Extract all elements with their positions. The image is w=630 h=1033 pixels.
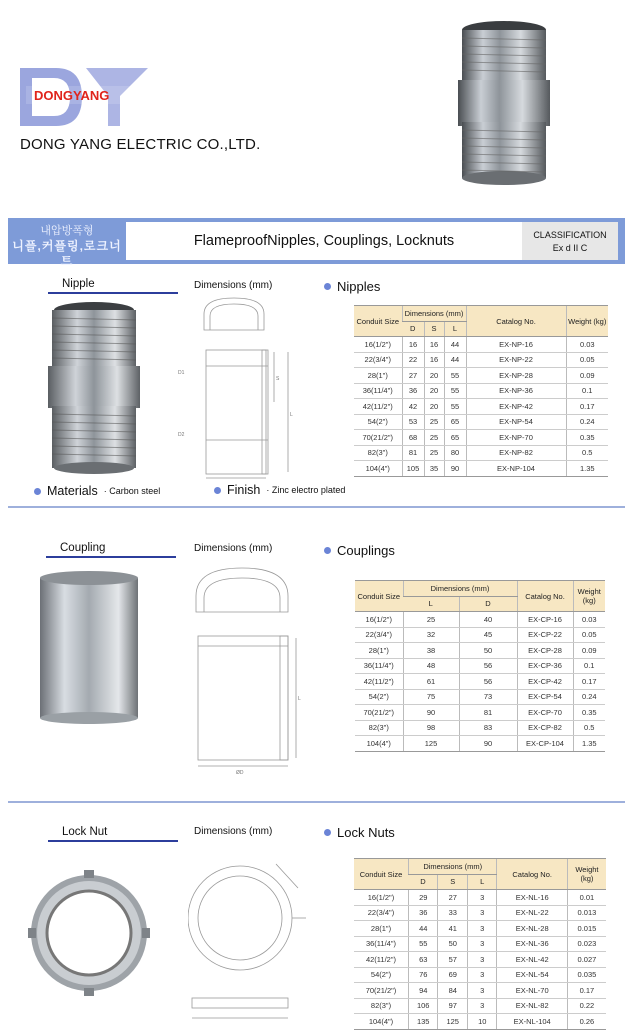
- cell-w: 0.1: [573, 658, 605, 674]
- cell-l: 48: [403, 658, 459, 674]
- cell-l: 25: [403, 612, 459, 628]
- table-row: [354, 337, 608, 353]
- section-divider: [8, 506, 625, 508]
- table-row: [355, 612, 605, 628]
- cell-size: 104(4"): [355, 736, 403, 752]
- cell-cat: EX-NL-104: [497, 1014, 567, 1030]
- cell-l: 38: [403, 643, 459, 659]
- cell-size: 42(11/2"): [354, 952, 408, 968]
- col-header-d: D: [459, 596, 517, 612]
- cell-cat: EX-NL-16: [497, 890, 567, 906]
- cell-s: 50: [438, 936, 468, 952]
- cell-d: 42: [402, 399, 424, 415]
- cell-size: 104(4"): [354, 1014, 408, 1030]
- col-header-l: L: [467, 874, 497, 890]
- cell-d: 68: [402, 430, 424, 446]
- col-header-weight: Weight (kg): [573, 581, 605, 612]
- table-row: [354, 890, 606, 906]
- cell-cat: EX-NP-70: [466, 430, 566, 446]
- finish-value: · Zinc electro plated: [266, 485, 346, 495]
- table-row: [354, 1014, 606, 1030]
- coupling-photo: [36, 570, 142, 726]
- section-divider: [8, 801, 625, 803]
- cell-cat: EX-CP-82: [517, 720, 573, 736]
- cell-l: 65: [444, 430, 466, 446]
- bullet-icon: [324, 547, 331, 554]
- materials-line: [34, 484, 160, 498]
- cell-l: 3: [467, 921, 497, 937]
- locknut-drawing: [188, 848, 308, 1028]
- cell-size: 16(1/2"): [354, 337, 402, 353]
- col-header-catalog: Catalog No.: [497, 859, 567, 890]
- cell-size: 70(21/2"): [355, 705, 403, 721]
- cell-size: 42(11/2"): [354, 399, 402, 415]
- cell-w: 1.35: [573, 736, 605, 752]
- cell-s: 33: [438, 905, 468, 921]
- cell-l: 44: [444, 337, 466, 353]
- cell-l: 3: [467, 905, 497, 921]
- table-row: [355, 736, 605, 752]
- cell-cat: EX-CP-54: [517, 689, 573, 705]
- cell-d: 81: [459, 705, 517, 721]
- locknuts-heading: Lock Nuts: [324, 825, 395, 840]
- nipple-hero-photo: [452, 18, 556, 186]
- cell-size: 36(11/4"): [354, 936, 408, 952]
- nipple-photo: [44, 300, 144, 475]
- locknut-section-label: Lock Nut: [62, 826, 107, 838]
- cell-l: 55: [444, 383, 466, 399]
- banner-title: FlameproofNipples, Couplings, Locknuts: [126, 222, 522, 260]
- cell-cat: EX-CP-70: [517, 705, 573, 721]
- cell-cat: EX-NL-54: [497, 967, 567, 983]
- classification-box: [522, 222, 618, 260]
- cell-w: 0.03: [566, 337, 608, 353]
- cell-s: 16: [424, 337, 444, 353]
- cell-w: 0.5: [573, 720, 605, 736]
- col-header-d: D: [402, 321, 424, 337]
- coupling-dimensions-label: Dimensions (mm): [194, 543, 273, 554]
- cell-cat: EX-NL-82: [497, 998, 567, 1014]
- cell-s: 27: [438, 890, 468, 906]
- cell-l: 3: [467, 967, 497, 983]
- cell-l: 90: [403, 705, 459, 721]
- cell-d: 36: [402, 383, 424, 399]
- cell-l: 10: [467, 1014, 497, 1030]
- cell-s: 97: [438, 998, 468, 1014]
- col-header-size: Conduit Size: [355, 581, 403, 612]
- banner-korean-title: [10, 224, 124, 268]
- cell-w: 0.015: [567, 921, 606, 937]
- cell-l: 98: [403, 720, 459, 736]
- cell-cat: EX-NP-36: [466, 383, 566, 399]
- bullet-icon: [324, 283, 331, 290]
- cell-size: 104(4"): [354, 461, 402, 477]
- cell-size: 16(1/2"): [355, 612, 403, 628]
- cell-w: 0.17: [567, 983, 606, 999]
- cell-w: 0.027: [567, 952, 606, 968]
- col-header-l: L: [444, 321, 466, 337]
- cell-cat: EX-NP-28: [466, 368, 566, 384]
- cell-cat: EX-NP-54: [466, 414, 566, 430]
- cell-cat: EX-CP-36: [517, 658, 573, 674]
- drawing-label-d2: D2: [178, 432, 185, 438]
- col-header-catalog: Catalog No.: [466, 306, 566, 337]
- cell-size: 22(3/4"): [354, 905, 408, 921]
- locknuts-table-body: [354, 890, 606, 1030]
- drawing-label-d: ØD: [236, 770, 244, 776]
- banner-korean-line2: 니플,커플링,로크너트: [12, 239, 122, 268]
- cell-w: 1.35: [566, 461, 608, 477]
- locknut-photo: [26, 868, 152, 998]
- cell-w: 0.17: [566, 399, 608, 415]
- materials-label: Materials: [47, 484, 98, 498]
- cell-size: 28(1"): [354, 368, 402, 384]
- table-row: [354, 967, 606, 983]
- cell-w: 0.17: [573, 674, 605, 690]
- cell-s: 20: [424, 368, 444, 384]
- col-header-l: L: [403, 596, 459, 612]
- cell-d: 55: [408, 936, 438, 952]
- cell-d: 63: [408, 952, 438, 968]
- finish-line: [214, 483, 345, 497]
- cell-l: 80: [444, 445, 466, 461]
- cell-w: 0.35: [566, 430, 608, 446]
- table-row: [355, 689, 605, 705]
- table-row: [354, 368, 608, 384]
- finish-label: Finish: [227, 483, 261, 497]
- cell-w: 0.05: [566, 352, 608, 368]
- cell-w: 0.035: [567, 967, 606, 983]
- cell-d: 105: [402, 461, 424, 477]
- cell-d: 44: [408, 921, 438, 937]
- cell-cat: EX-CP-28: [517, 643, 573, 659]
- cell-size: 28(1"): [355, 643, 403, 659]
- cell-s: 41: [438, 921, 468, 937]
- cell-l: 55: [444, 368, 466, 384]
- cell-cat: EX-NP-22: [466, 352, 566, 368]
- table-row: [354, 998, 606, 1014]
- cell-size: 54(2"): [355, 689, 403, 705]
- table-row: [354, 383, 608, 399]
- table-row: [354, 952, 606, 968]
- locknuts-table: [354, 858, 606, 1030]
- couplings-table: [355, 580, 605, 752]
- col-header-weight: Weight (kg): [566, 306, 608, 337]
- drawing-label-l: L: [298, 696, 301, 702]
- cell-d: 94: [408, 983, 438, 999]
- col-header-dims: Dimensions (mm): [403, 581, 517, 597]
- cell-d: 45: [459, 627, 517, 643]
- cell-d: 22: [402, 352, 424, 368]
- cell-l: 3: [467, 983, 497, 999]
- cell-cat: EX-NL-22: [497, 905, 567, 921]
- bullet-icon: [214, 487, 221, 494]
- cell-d: 83: [459, 720, 517, 736]
- cell-cat: EX-NL-42: [497, 952, 567, 968]
- table-row: [355, 658, 605, 674]
- table-row: [354, 983, 606, 999]
- bullet-icon: [34, 488, 41, 495]
- cell-size: 82(3"): [354, 998, 408, 1014]
- col-header-weight: Weight (kg): [567, 859, 606, 890]
- cell-w: 0.24: [573, 689, 605, 705]
- cell-w: 0.1: [566, 383, 608, 399]
- cell-size: 42(11/2"): [355, 674, 403, 690]
- cell-l: 3: [467, 998, 497, 1014]
- cell-cat: EX-NP-42: [466, 399, 566, 415]
- cell-d: 106: [408, 998, 438, 1014]
- cell-w: 0.05: [573, 627, 605, 643]
- cell-w: 0.35: [573, 705, 605, 721]
- cell-s: 25: [424, 445, 444, 461]
- cell-cat: EX-CP-42: [517, 674, 573, 690]
- cell-cat: EX-NP-104: [466, 461, 566, 477]
- cell-size: 54(2"): [354, 414, 402, 430]
- cell-s: 69: [438, 967, 468, 983]
- cell-d: 90: [459, 736, 517, 752]
- cell-d: 53: [402, 414, 424, 430]
- cell-d: 40: [459, 612, 517, 628]
- table-row: [355, 705, 605, 721]
- table-row: [355, 643, 605, 659]
- cell-w: 0.09: [573, 643, 605, 659]
- cell-l: 75: [403, 689, 459, 705]
- couplings-table-body: [355, 612, 605, 752]
- table-row: [354, 921, 606, 937]
- cell-l: 90: [444, 461, 466, 477]
- table-row: [354, 461, 608, 477]
- coupling-section-label: Coupling: [60, 542, 105, 554]
- cell-w: 0.26: [567, 1014, 606, 1030]
- bullet-icon: [324, 829, 331, 836]
- cell-cat: EX-NL-70: [497, 983, 567, 999]
- cell-s: 84: [438, 983, 468, 999]
- cell-d: 73: [459, 689, 517, 705]
- col-header-dims: Dimensions (mm): [408, 859, 497, 875]
- col-header-s: S: [424, 321, 444, 337]
- table-row: [354, 936, 606, 952]
- cell-w: 0.013: [567, 905, 606, 921]
- classification-label: CLASSIFICATION: [533, 230, 607, 240]
- couplings-heading: Couplings: [324, 543, 395, 558]
- nipples-table: [354, 305, 608, 477]
- cell-w: 0.03: [573, 612, 605, 628]
- cell-d: 135: [408, 1014, 438, 1030]
- cell-s: 35: [424, 461, 444, 477]
- logo-text: DONGYANG: [34, 88, 110, 103]
- cell-l: 3: [467, 890, 497, 906]
- cell-d: 27: [402, 368, 424, 384]
- cell-cat: EX-CP-16: [517, 612, 573, 628]
- table-row: [354, 905, 606, 921]
- table-row: [354, 414, 608, 430]
- cell-s: 20: [424, 399, 444, 415]
- cell-l: 125: [403, 736, 459, 752]
- col-header-size: Conduit Size: [354, 306, 402, 337]
- cell-size: 36(11/4"): [355, 658, 403, 674]
- col-header-s: S: [438, 874, 468, 890]
- nipple-drawing: [176, 292, 316, 482]
- classification-value: Ex d II C: [552, 243, 588, 253]
- cell-size: 22(3/4"): [354, 352, 402, 368]
- cell-s: 25: [424, 430, 444, 446]
- table-row: [354, 399, 608, 415]
- drawing-label-s: S: [276, 376, 280, 382]
- materials-value: · Carbon steel: [103, 486, 161, 496]
- cell-cat: EX-NP-82: [466, 445, 566, 461]
- locknut-dimensions-label: Dimensions (mm): [194, 826, 273, 837]
- cell-size: 36(11/4"): [354, 383, 402, 399]
- cell-d: 56: [459, 658, 517, 674]
- nipple-section-label: Nipple: [62, 278, 95, 290]
- cell-w: 0.023: [567, 936, 606, 952]
- cell-size: 70(21/2"): [354, 430, 402, 446]
- company-name: DONG YANG ELECTRIC CO.,LTD.: [20, 136, 261, 153]
- nipples-heading: Nipples: [324, 279, 380, 294]
- cell-s: 25: [424, 414, 444, 430]
- cell-cat: EX-CP-104: [517, 736, 573, 752]
- table-row: [354, 352, 608, 368]
- cell-l: 61: [403, 674, 459, 690]
- table-row: [354, 430, 608, 446]
- company-logo: [16, 62, 156, 132]
- cell-s: 57: [438, 952, 468, 968]
- cell-size: 22(3/4"): [355, 627, 403, 643]
- table-row: [355, 627, 605, 643]
- drawing-label-d1: D1: [178, 370, 185, 376]
- cell-l: 32: [403, 627, 459, 643]
- cell-w: 0.01: [567, 890, 606, 906]
- cell-l: 55: [444, 399, 466, 415]
- cell-l: 3: [467, 936, 497, 952]
- cell-size: 70(21/2"): [354, 983, 408, 999]
- col-header-d: D: [408, 874, 438, 890]
- cell-d: 76: [408, 967, 438, 983]
- cell-d: 16: [402, 337, 424, 353]
- cell-s: 20: [424, 383, 444, 399]
- cell-size: 16(1/2"): [354, 890, 408, 906]
- col-header-catalog: Catalog No.: [517, 581, 573, 612]
- cell-w: 0.09: [566, 368, 608, 384]
- cell-cat: EX-CP-22: [517, 627, 573, 643]
- cell-size: 82(3"): [355, 720, 403, 736]
- cell-d: 36: [408, 905, 438, 921]
- cell-size: 82(3"): [354, 445, 402, 461]
- cell-s: 16: [424, 352, 444, 368]
- cell-size: 54(2"): [354, 967, 408, 983]
- cell-size: 28(1"): [354, 921, 408, 937]
- col-header-dims: Dimensions (mm): [402, 306, 466, 322]
- cell-w: 0.22: [567, 998, 606, 1014]
- cell-w: 0.5: [566, 445, 608, 461]
- cell-l: 65: [444, 414, 466, 430]
- cell-d: 29: [408, 890, 438, 906]
- cell-l: 3: [467, 952, 497, 968]
- cell-d: 81: [402, 445, 424, 461]
- cell-s: 125: [438, 1014, 468, 1030]
- cell-cat: EX-NP-16: [466, 337, 566, 353]
- table-row: [355, 674, 605, 690]
- coupling-drawing: [186, 560, 306, 780]
- nipples-table-body: [354, 337, 608, 477]
- table-row: [354, 445, 608, 461]
- drawing-label-l: L: [290, 412, 293, 418]
- cell-l: 44: [444, 352, 466, 368]
- col-header-size: Conduit Size: [354, 859, 408, 890]
- nipple-dimensions-label: Dimensions (mm): [194, 280, 273, 291]
- banner-korean-line1: 내압방폭형: [40, 225, 94, 237]
- cell-cat: EX-NL-36: [497, 936, 567, 952]
- cell-cat: EX-NL-28: [497, 921, 567, 937]
- cell-w: 0.24: [566, 414, 608, 430]
- table-row: [355, 720, 605, 736]
- cell-d: 50: [459, 643, 517, 659]
- cell-d: 56: [459, 674, 517, 690]
- title-banner: [8, 218, 625, 268]
